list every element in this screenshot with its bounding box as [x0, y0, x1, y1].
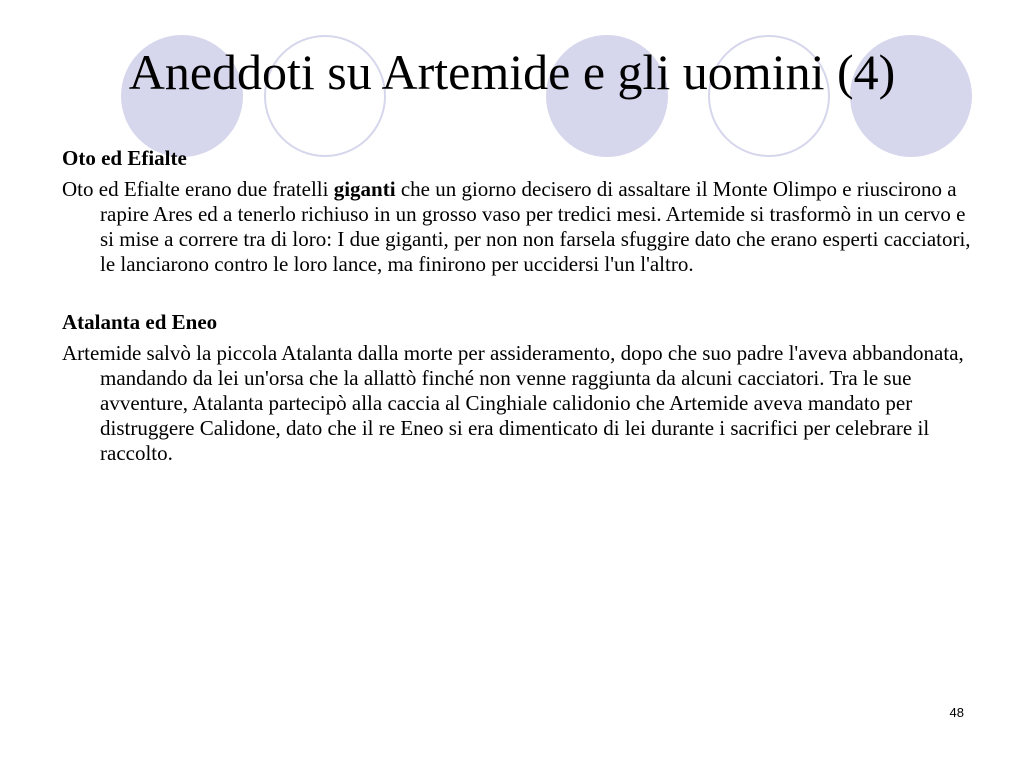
- paragraph-text: Oto ed Efialte erano due fratelli: [62, 177, 334, 201]
- section-oto-efialte: [62, 146, 972, 277]
- bold-term: giganti: [333, 177, 396, 201]
- section-paragraph: [62, 177, 972, 277]
- section-heading: Oto ed Efialte: [62, 146, 187, 170]
- section-atalanta-eneo: [62, 310, 972, 466]
- slide-title: Aneddoti su Artemide e gli uomini (4): [128, 44, 896, 100]
- paragraph-text: che un giorno decisero di assaltare il Monte Olimpo e riuscirono a rapire Ares ed a tenerlo richiuso in un grosso vaso per tredici mesi. Artemide si trasformò in un cervo e si mise a correre tra di loro: I due giganti, per non non farsela sfuggire dato che erano esperti cacciatori, le lanciarono contro le loro lance, ma finirono per uccidersi l'un l'altro.: [100, 177, 971, 276]
- slide-body: [62, 146, 972, 466]
- slide-number: 48: [949, 705, 964, 720]
- section-heading: Atalanta ed Eneo: [62, 310, 218, 334]
- section-paragraph: Artemide salvò la piccola Atalanta dalla morte per assideramento, dopo che suo padre l'aveva abbandonata, mandando da lei un'orsa che la allattò finché non venne raggiunta da alcuni cacciatori. Tra le sue avventure, Atalanta partecipò alla caccia al Cinghiale calidonio che Artemide aveva mandato per distruggere Calidone, dato che il re Eneo si era dimenticato di lei durante i sacrifici per celebrare il raccolto.: [62, 341, 964, 465]
